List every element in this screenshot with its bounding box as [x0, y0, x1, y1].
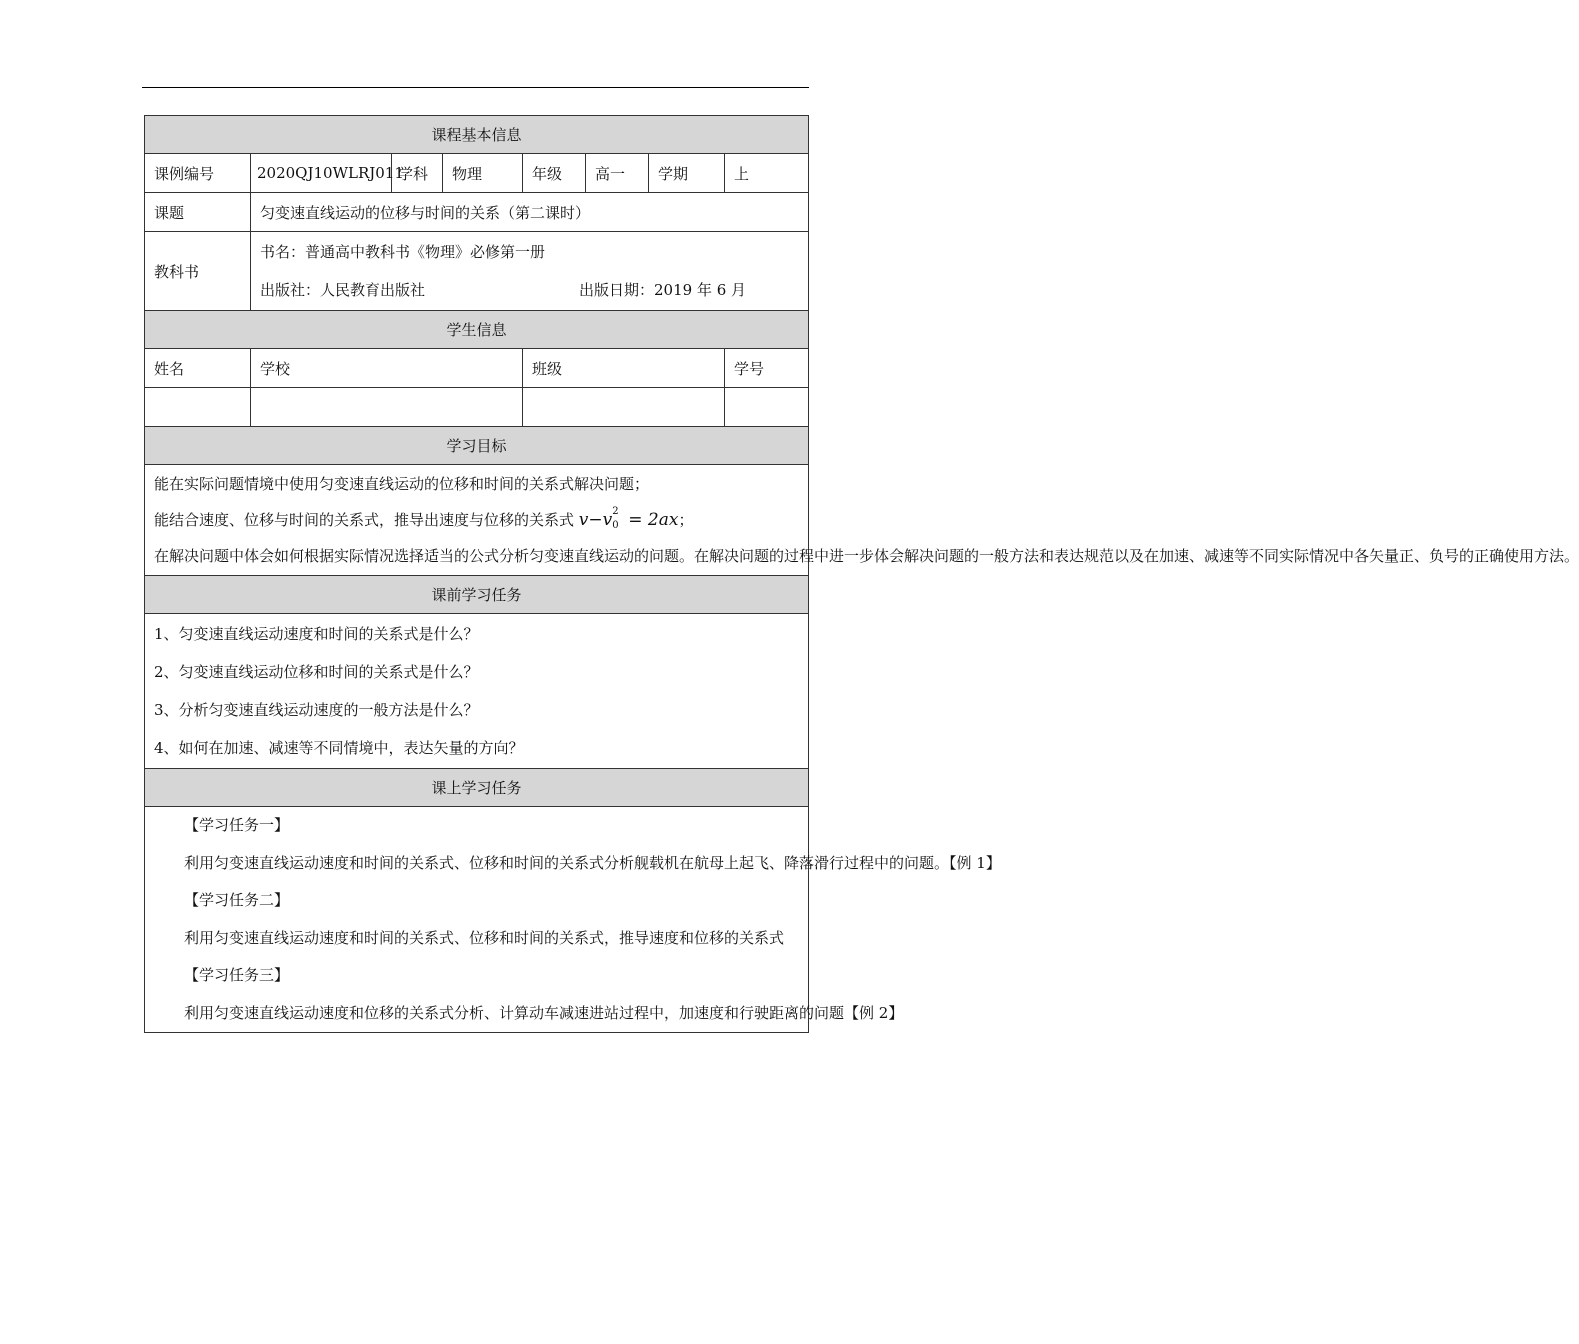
- objective-2-suffix: ；: [678, 511, 694, 529]
- objective-1: 能在实际问题情境中使用匀变速直线运动的位移和时间的关系式解决问题；: [154, 475, 650, 493]
- task-3-text: 利用匀变速直线运动速度和位移的关系式分析、计算动车减速进站过程中，加速度和行驶距离的问题【例 2】: [184, 1003, 904, 1022]
- objective-3: 在解决问题中体会如何根据实际情况选择适当的公式分析匀变速直线运动的问题。在解决问题的过程中进一步体会解决问题的一般方法和表达规范以及在加速、减速等不同实际情况中各矢量正、负号的正确使用方法。: [154, 547, 1579, 565]
- task-2-title: 【学习任务二】: [184, 891, 290, 909]
- in-class-body: [145, 807, 1001, 1033]
- name-field[interactable]: [145, 388, 251, 427]
- grade-label: 年级: [523, 154, 586, 193]
- textbook-publish-date: 出版日期：2019 年 6 月: [579, 281, 747, 299]
- objective-2: [154, 503, 799, 537]
- student-id-label: 学号: [725, 349, 809, 388]
- objectives-header: 学习目标: [145, 427, 809, 465]
- student-info-header: 学生信息: [145, 311, 809, 349]
- course-info-header: 课程基本信息: [145, 116, 809, 154]
- topic-label: 课题: [145, 193, 251, 232]
- task-1-title: 【学习任务一】: [184, 816, 290, 834]
- task-1-text: 利用匀变速直线运动速度和时间的关系式、位移和时间的关系式分析舰载机在航母上起飞、降落滑行过程中的问题。【例 1】: [184, 853, 1001, 872]
- class-label: 班级: [523, 349, 725, 388]
- term-label: 学期: [649, 154, 725, 193]
- task-3-title: 【学习任务三】: [184, 966, 290, 984]
- velocity-displacement-formula: v−v 2 0 = 2ax: [578, 506, 679, 531]
- pre-class-header: 课前学习任务: [145, 576, 809, 614]
- objectives-body: [145, 465, 1579, 576]
- pre-class-item: 2、匀变速直线运动位移和时间的关系式是什么？: [154, 663, 479, 681]
- textbook-publisher: 出版社：人民教育出版社: [260, 281, 426, 299]
- subject-label: 学科: [392, 154, 443, 193]
- student-id-field[interactable]: [725, 388, 809, 427]
- topic-value: 匀变速直线运动的位移与时间的关系（第二课时）: [251, 193, 809, 232]
- code-value: 2020QJ10WLRJ011: [251, 154, 392, 193]
- school-field[interactable]: [251, 388, 523, 427]
- lesson-plan-table: [144, 115, 1579, 1033]
- objective-2-text: 能结合速度、位移与时间的关系式，推导出速度与位移的关系式: [154, 511, 575, 529]
- class-field[interactable]: [523, 388, 725, 427]
- textbook-details: [251, 232, 809, 311]
- in-class-header: 课上学习任务: [145, 769, 809, 807]
- school-label: 学校: [251, 349, 523, 388]
- textbook-label: 教科书: [145, 232, 251, 311]
- pre-class-item: 1、匀变速直线运动速度和时间的关系式是什么？: [154, 625, 479, 643]
- textbook-book-name: 书名：普通高中教科书《物理》必修第一册: [260, 243, 546, 261]
- subject-value: 物理: [443, 154, 523, 193]
- grade-value: 高一: [586, 154, 649, 193]
- name-label: 姓名: [145, 349, 251, 388]
- term-value: 上: [725, 154, 809, 193]
- task-2-text: 利用匀变速直线运动速度和时间的关系式、位移和时间的关系式，推导速度和位移的关系式: [184, 928, 785, 947]
- header-rule: [142, 87, 809, 88]
- pre-class-item: 4、如何在加速、减速等不同情境中，表达矢量的方向？: [154, 739, 524, 757]
- code-label: 课例编号: [145, 154, 251, 193]
- textbook-publish-row: [260, 271, 799, 309]
- pre-class-item: 3、分析匀变速直线运动速度的一般方法是什么？: [154, 701, 479, 719]
- pre-class-body: [145, 614, 809, 769]
